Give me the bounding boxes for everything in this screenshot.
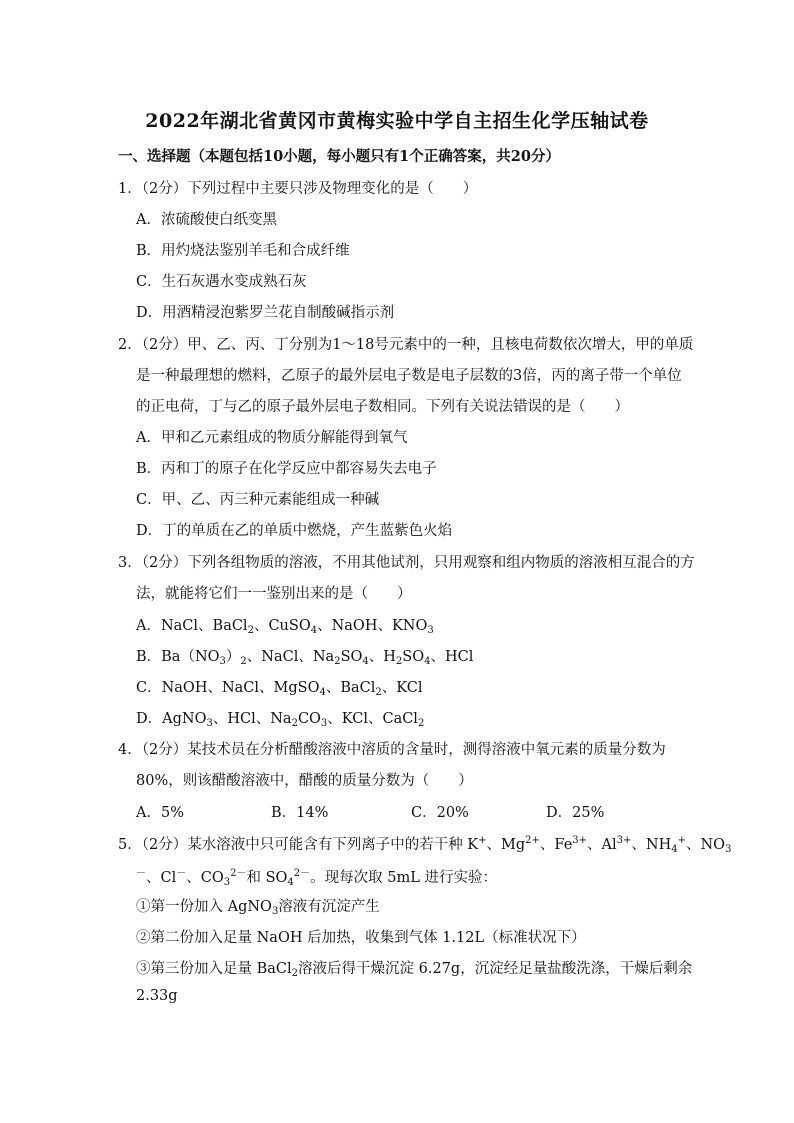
question-2-option-b: B．丙和丁的原子在化学反应中都容易失去电子: [136, 461, 437, 477]
question-4-option-c: C．20%: [411, 805, 469, 821]
subscript: 4: [287, 877, 294, 888]
formula-text: 、CuSO: [253, 618, 311, 634]
question-5-stem-line-2: [136, 864, 497, 888]
stem-text: 和 SO: [246, 870, 288, 886]
subscript: 3: [206, 718, 213, 729]
question-2-stem-line-1: 2．（2分）甲、乙、丙、丁分别为1～18号元素中的一种，且核电荷数依次增大，甲的单质: [118, 337, 694, 353]
subscript: 2: [417, 718, 425, 729]
formula-text: 、NaOH、KNO: [317, 618, 428, 634]
formula-text: A．NaCl、BaCl: [136, 618, 248, 634]
question-1-option-c: C．生石灰遇水变成熟石灰: [136, 274, 307, 290]
question-2-option-d: D．丁的单质在乙的单质中燃烧，产生蓝紫色火焰: [136, 523, 453, 539]
stem-text: 。现每次取 5mL 进行实验：: [310, 870, 497, 886]
question-5-stem-line-1: [118, 833, 731, 855]
subscript: 4: [310, 625, 318, 636]
stem-text: 、Al: [587, 837, 617, 853]
question-4-stem-line-2: 80%，则该醋酸溶液中，醋酸的质量分数为（ ）: [136, 773, 473, 789]
subscript: 4: [319, 687, 326, 698]
question-1-option-b: B．用灼烧法鉴别羊毛和合成纤维: [136, 243, 350, 259]
stem-text: 、Cl: [146, 870, 177, 886]
superscript: －: [176, 868, 187, 879]
stem-text: 、Fe: [539, 837, 573, 853]
subscript: 3: [725, 844, 732, 855]
question-1-stem: 1．（2分）下列过程中主要只涉及物理变化的是（ ）: [118, 181, 478, 197]
subscript: 2: [240, 656, 247, 667]
stem-text: 5．（2分）某水溶液中只可能含有下列离子中的若干种 K: [118, 837, 479, 853]
superscript: －: [136, 868, 146, 879]
superscript: 3+: [572, 835, 588, 846]
subscript: 4: [671, 844, 678, 855]
question-2-stem-line-3: 的正电荷，丁与乙的原子最外层电子数相同。下列有关说法错误的是（ ）: [136, 399, 629, 415]
subscript: 2: [247, 625, 254, 636]
question-4-option-b: B．14%: [271, 805, 329, 821]
formula-text: 、KCl、CaCl: [327, 711, 418, 727]
superscript: +: [677, 835, 686, 846]
question-5-step-1: [136, 895, 380, 917]
formula-text: 、HCl: [430, 649, 474, 665]
superscript: 2－: [230, 868, 247, 879]
subscript: 2: [334, 656, 341, 667]
formula-text: 、NaCl、Na: [246, 649, 335, 665]
formula-text: C．NaOH、NaCl、MgSO: [136, 680, 320, 696]
question-1-option-a: A．浓硫酸使白纸变黑: [136, 212, 277, 228]
subscript: 3: [320, 718, 328, 729]
question-3-option-d: [136, 707, 424, 729]
stem-text: 、NH: [631, 837, 672, 853]
formula-text: SO: [340, 649, 363, 665]
question-3-stem-line-2: 法，就能将它们一一鉴别出来的是（ ）: [136, 586, 412, 602]
formula-text: 、H: [368, 649, 396, 665]
question-5-step-3: [136, 957, 692, 979]
subscript: 4: [424, 656, 431, 667]
step-text: 溶液有沉淀产生: [278, 899, 380, 915]
formula-text: SO: [402, 649, 425, 665]
formula-text: D．AgNO: [136, 711, 207, 727]
stem-text: 、CO: [186, 870, 224, 886]
subscript: 2: [395, 656, 403, 667]
step-text: ③第三份加入足量 BaCl: [136, 961, 292, 977]
question-2-option-a: A．甲和乙元素组成的物质分解能得到氧气: [136, 430, 408, 446]
stem-text: 、NO: [686, 837, 726, 853]
superscript: 2－: [293, 868, 311, 879]
question-5-step-2: ②第二份加入足量 NaOH 后加热，收集到气体 1.12L（标准状况下）: [136, 930, 586, 946]
question-3-stem-line-1: 3．（2分）下列各组物质的溶液，不用其他试剂，只用观察和组内物质的溶液相互混合的方: [118, 555, 695, 571]
step-text: ①第一份加入 AgNO: [136, 899, 272, 915]
superscript: +: [478, 835, 487, 846]
question-4-stem-line-1: 4．（2分）某技术员在分析醋酸溶液中溶质的含量时，测得溶液中氧元素的质量分数为: [118, 742, 666, 758]
superscript: 3+: [616, 835, 632, 846]
superscript: 2+: [525, 835, 540, 846]
question-3-option-b: [136, 645, 473, 667]
question-2-stem-line-2: 是一种最理想的燃料，乙原子的最外层电子数是电子层数的3倍，丙的离子带一个单位: [136, 368, 682, 384]
subscript: 2: [375, 687, 382, 698]
formula-text: 、KCl: [381, 680, 423, 696]
subscript: 3: [219, 656, 226, 667]
question-3-option-c: [136, 676, 422, 698]
step-text: 溶液后得干燥沉淀 6.27g，沉淀经足量盐酸洗涤，干燥后剩余: [298, 961, 693, 977]
subscript: 3: [223, 877, 231, 888]
question-3-option-a: [136, 614, 434, 636]
formula-text: B．Ba（NO: [136, 649, 220, 665]
question-4-option-d: D．25%: [546, 805, 605, 821]
formula-text: 、HCl、Na: [212, 711, 292, 727]
question-5-step-3-continued: 2.33g: [136, 988, 178, 1004]
page-title: 2022年湖北省黄冈市黄梅实验中学自主招生化学压轴试卷: [145, 110, 649, 132]
question-4-option-a: A．5%: [136, 805, 184, 821]
subscript: 2: [291, 718, 298, 729]
subscript: 2: [291, 968, 299, 979]
subscript: 4: [362, 656, 369, 667]
subscript: 3: [271, 906, 279, 917]
formula-text: 、BaCl: [325, 680, 376, 696]
formula-text: ）: [225, 649, 241, 665]
question-2-option-c: C．甲、乙、丙三种元素能组成一种碱: [136, 492, 380, 508]
subscript: 3: [427, 625, 434, 636]
section-heading: 一、选择题（本题包括10小题，每小题只有1个正确答案，共20分）: [118, 148, 560, 165]
formula-text: CO: [297, 711, 321, 727]
question-1-option-d: D．用酒精浸泡紫罗兰花自制酸碱指示剂: [136, 305, 395, 321]
stem-text: 、Mg: [486, 837, 526, 853]
